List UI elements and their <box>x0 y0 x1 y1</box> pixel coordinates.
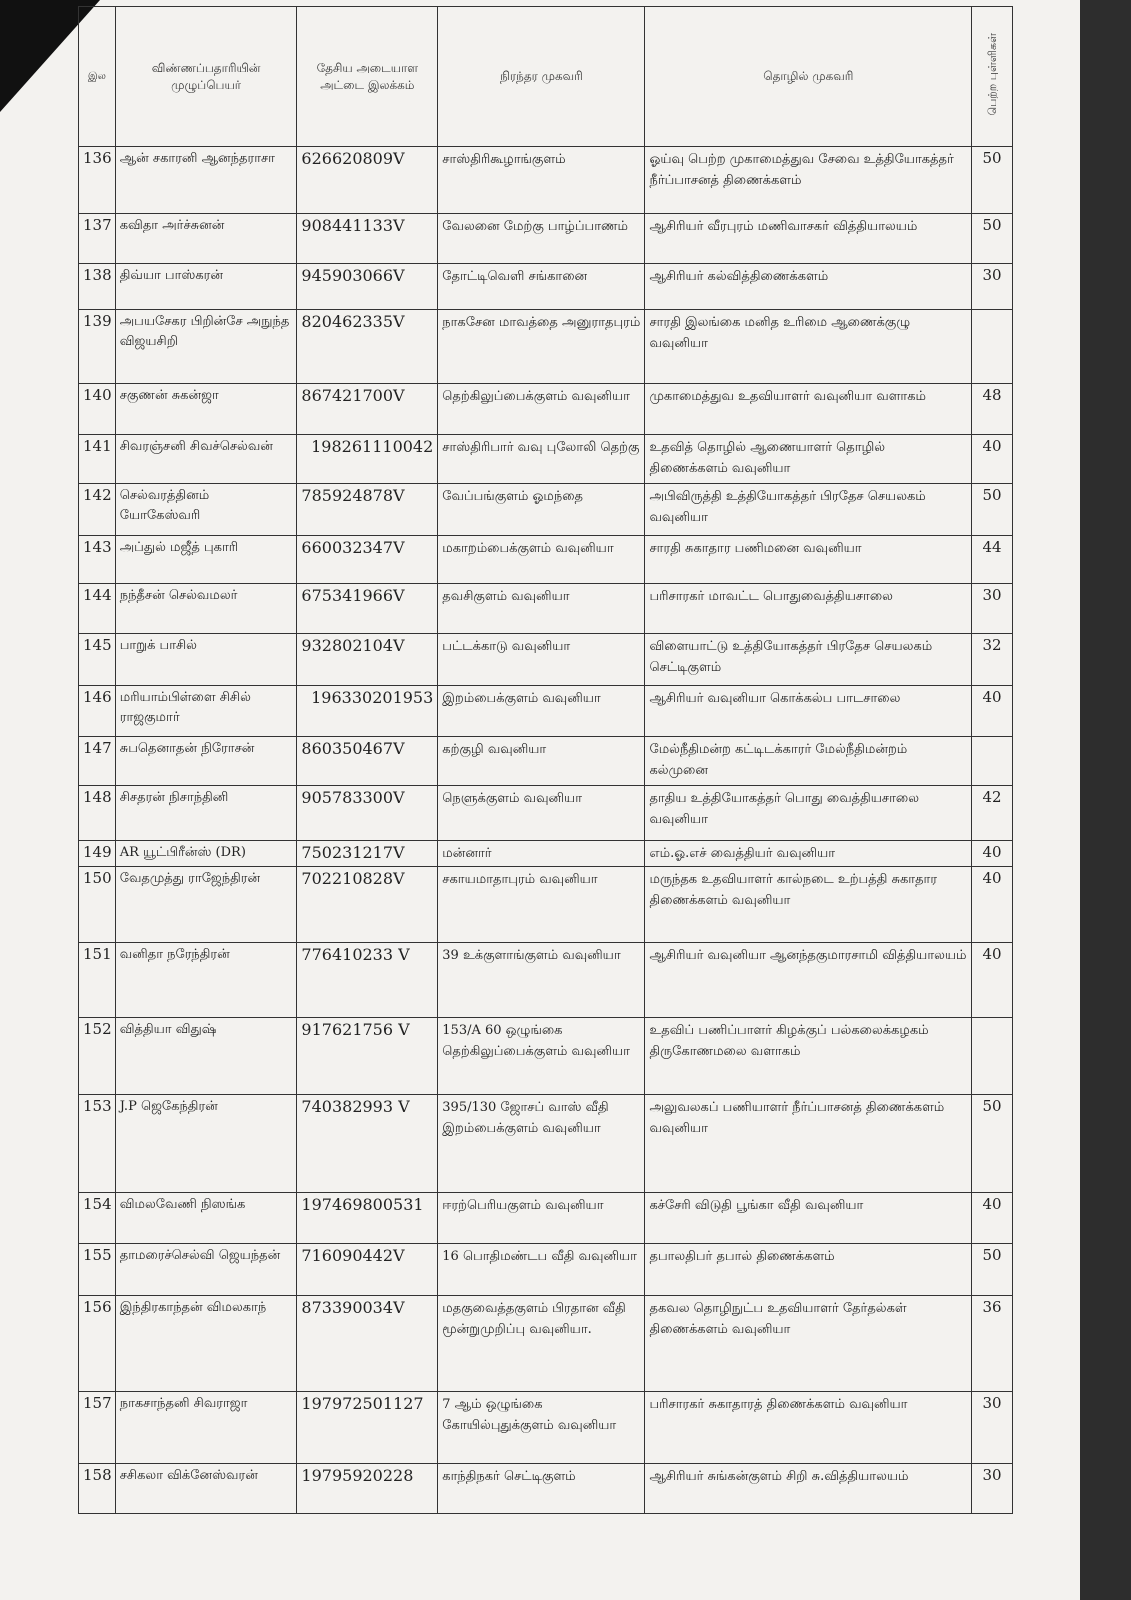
cell-points <box>972 310 1013 384</box>
cell-workplace: எம்.ஓ.எச் வைத்தியர் வவுனியா <box>645 841 972 867</box>
cell-sn: 152 <box>79 1018 116 1095</box>
cell-sn: 143 <box>79 536 116 584</box>
cell-points: 40 <box>972 867 1013 943</box>
cell-nic: 196330201953 <box>297 686 438 737</box>
cell-points: 40 <box>972 841 1013 867</box>
cell-points: 50 <box>972 1095 1013 1193</box>
table-row <box>79 484 1013 536</box>
table-row <box>79 536 1013 584</box>
cell-nic: 197972501127 <box>297 1392 438 1464</box>
table-row <box>79 943 1013 1018</box>
cell-sn: 142 <box>79 484 116 536</box>
cell-sn: 136 <box>79 147 116 214</box>
cell-workplace: உதவிப் பணிப்பாளர் கிழக்குப் பல்கலைக்கழகம் திருகோணமலை வளாகம் <box>645 1018 972 1095</box>
cell-workplace: ஆசிரியர் வீரபுரம் மணிவாசகர் வித்தியாலயம் <box>645 214 972 264</box>
cell-points: 40 <box>972 686 1013 737</box>
cell-sn: 155 <box>79 1244 116 1296</box>
table-row <box>79 1193 1013 1244</box>
cell-address: காந்திநகர் செட்டிகுளம் <box>438 1464 645 1514</box>
cell-name: வேதமுத்து ராஜேந்திரன் <box>115 867 297 943</box>
header-address: நிரந்தர முகவரி <box>438 7 645 147</box>
cell-nic: 776410233 V <box>297 943 438 1018</box>
cell-name: கவிதா அர்ச்சுனன் <box>115 214 297 264</box>
cell-address: தோட்டிவெளி சங்கானை <box>438 264 645 310</box>
cell-address: நாகசேன மாவத்தை அனுராதபுரம் <box>438 310 645 384</box>
cell-sn: 144 <box>79 584 116 634</box>
cell-nic: 945903066V <box>297 264 438 310</box>
cell-workplace: முகாமைத்துவ உதவியாளர் வவுனியா வளாகம் <box>645 384 972 435</box>
cell-nic: 867421700V <box>297 384 438 435</box>
cell-workplace: ஓய்வு பெற்ற முகாமைத்துவ சேவை உத்தியோகத்தர் நீர்ப்பாசனத் திணைக்களம் <box>645 147 972 214</box>
cell-name: அப்துல் மஜீத் புகாரி <box>115 536 297 584</box>
cell-address: சாஸ்திரிபார் வவு புலோலி தெற்கு <box>438 435 645 484</box>
cell-name: செல்வரத்தினம் யோகேஸ்வரி <box>115 484 297 536</box>
cell-sn: 146 <box>79 686 116 737</box>
cell-sn: 140 <box>79 384 116 435</box>
cell-sn: 156 <box>79 1296 116 1392</box>
table-row <box>79 867 1013 943</box>
table-row <box>79 1296 1013 1392</box>
cell-points: 42 <box>972 786 1013 841</box>
cell-nic: 785924878V <box>297 484 438 536</box>
cell-address: தெற்கிலுப்பைக்குளம் வவுனியா <box>438 384 645 435</box>
cell-sn: 138 <box>79 264 116 310</box>
cell-name: நாகசாந்தனி சிவராஜா <box>115 1392 297 1464</box>
cell-nic: 860350467V <box>297 737 438 786</box>
cell-workplace: கச்சேரி விடுதி பூங்கா வீதி வவுனியா <box>645 1193 972 1244</box>
cell-name: அபயசேகர பிறின்சே அநுந்த விஜயசிறி <box>115 310 297 384</box>
cell-points: 30 <box>972 264 1013 310</box>
cell-name: பாறுக் பாசில் <box>115 634 297 686</box>
cell-nic: 908441133V <box>297 214 438 264</box>
cell-sn: 147 <box>79 737 116 786</box>
cell-nic: 905783300V <box>297 786 438 841</box>
header-row <box>79 7 1013 147</box>
cell-workplace: மருந்தக உதவியாளர் கால்நடை உற்பத்தி சுகாதார திணைக்களம் வவுனியா <box>645 867 972 943</box>
cell-name: திவ்யா பாஸ்கரன் <box>115 264 297 310</box>
cell-points: 50 <box>972 214 1013 264</box>
cell-address: சகாயமாதாபுரம் வவுனியா <box>438 867 645 943</box>
cell-workplace: தாதிய உத்தியோகத்தர் பொது வைத்தியசாலை வவுனியா <box>645 786 972 841</box>
cell-sn: 139 <box>79 310 116 384</box>
cell-points <box>972 737 1013 786</box>
table-row <box>79 264 1013 310</box>
cell-nic: 19795920228 <box>297 1464 438 1514</box>
cell-name: ஆன் சகாரனி ஆனந்தராசா <box>115 147 297 214</box>
header-points <box>972 7 1013 147</box>
cell-points: 32 <box>972 634 1013 686</box>
table-row <box>79 786 1013 841</box>
cell-points: 30 <box>972 1464 1013 1514</box>
cell-name: சகுணன் சுகன்ஜா <box>115 384 297 435</box>
cell-sn: 150 <box>79 867 116 943</box>
cell-address: 7 ஆம் ஒழுங்கை கோயில்புதுக்குளம் வவுனியா <box>438 1392 645 1464</box>
applicant-table <box>78 6 1013 1514</box>
cell-address: பட்டக்காடு வவுனியா <box>438 634 645 686</box>
cell-nic: 675341966V <box>297 584 438 634</box>
cell-name: J.P ஜெகேந்திரன் <box>115 1095 297 1193</box>
cell-points: 40 <box>972 435 1013 484</box>
cell-sn: 153 <box>79 1095 116 1193</box>
cell-points: 40 <box>972 1193 1013 1244</box>
table-row <box>79 1392 1013 1464</box>
cell-nic: 917621756 V <box>297 1018 438 1095</box>
cell-nic: 198261110042 <box>297 435 438 484</box>
cell-workplace: உதவித் தொழில் ஆணையாளர் தொழில் திணைக்களம் வவுனியா <box>645 435 972 484</box>
cell-points: 50 <box>972 1244 1013 1296</box>
cell-workplace: தகவல தொழிநுட்ப உதவியாளர் தேர்தல்கள் திணைக்களம் வவுனியா <box>645 1296 972 1392</box>
cell-sn: 141 <box>79 435 116 484</box>
table-row <box>79 310 1013 384</box>
cell-nic: 820462335V <box>297 310 438 384</box>
cell-address: மதகுவைத்தகுளம் பிரதான வீதி மூன்றுமுறிப்பு வவுனியா. <box>438 1296 645 1392</box>
cell-address: கற்குழி வவுனியா <box>438 737 645 786</box>
cell-points: 44 <box>972 536 1013 584</box>
table-row <box>79 147 1013 214</box>
cell-sn: 137 <box>79 214 116 264</box>
cell-address: 395/130 ஜோசப் வாஸ் வீதி இறம்பைக்குளம் வவுனியா <box>438 1095 645 1193</box>
header-name: விண்ணப்பதாரியின் முழுப்பெயர் <box>115 7 297 147</box>
scan-background-edge <box>1080 0 1131 1600</box>
cell-sn: 158 <box>79 1464 116 1514</box>
cell-name: தாமரைச்செல்வி ஜெயந்தன் <box>115 1244 297 1296</box>
cell-name: AR யூட்பிரீன்ஸ் (DR) <box>115 841 297 867</box>
header-points-label: பெற்ற புள்ளிகள் <box>985 32 999 116</box>
cell-address: வேப்பங்குளம் ஓமந்தை <box>438 484 645 536</box>
cell-name: சுபதெனாதன் நிரோசன் <box>115 737 297 786</box>
cell-workplace: ஆசிரியர் வவுனியா கொக்கல்ப பாடசாலை <box>645 686 972 737</box>
cell-workplace: தபாலதிபர் தபால் திணைக்களம் <box>645 1244 972 1296</box>
cell-name: சசிகலா விக்னேஸ்வரன் <box>115 1464 297 1514</box>
cell-sn: 151 <box>79 943 116 1018</box>
cell-address: தவசிகுளம் வவுனியா <box>438 584 645 634</box>
table-row <box>79 686 1013 737</box>
cell-points: 30 <box>972 584 1013 634</box>
cell-address: 39 உக்குளாங்குளம் வவுனியா <box>438 943 645 1018</box>
cell-workplace: மேல்நீதிமன்ற கட்டிடக்காரர் மேல்நீதிமன்றம் கல்முனை <box>645 737 972 786</box>
table-row <box>79 435 1013 484</box>
cell-points: 50 <box>972 147 1013 214</box>
cell-name: மரியாம்பிள்ளை சிசில் ராஜகுமார் <box>115 686 297 737</box>
cell-points: 48 <box>972 384 1013 435</box>
cell-workplace: சாரதி இலங்கை மனித உரிமை ஆணைக்குழு வவுனியா <box>645 310 972 384</box>
table-row <box>79 584 1013 634</box>
header-nic: தேசிய அடையாள அட்டை இலக்கம் <box>297 7 438 147</box>
cell-name: சிசதரன் நிசாந்தினி <box>115 786 297 841</box>
cell-name: சிவரஞ்சனி சிவச்செல்வன் <box>115 435 297 484</box>
cell-sn: 145 <box>79 634 116 686</box>
cell-workplace: ஆசிரியர் வவுனியா ஆனந்தகுமாரசாமி வித்தியாலயம் <box>645 943 972 1018</box>
cell-nic: 932802104V <box>297 634 438 686</box>
cell-address: மகாறம்பைக்குளம் வவுனியா <box>438 536 645 584</box>
cell-address: ஈரற்பெரியகுளம் வவுனியா <box>438 1193 645 1244</box>
cell-nic: 702210828V <box>297 867 438 943</box>
cell-sn: 157 <box>79 1392 116 1464</box>
cell-points: 50 <box>972 484 1013 536</box>
table-row <box>79 1464 1013 1514</box>
cell-workplace: ஆசிரியர் சுங்கன்குளம் சிறி சு.வித்தியாலயம் <box>645 1464 972 1514</box>
cell-nic: 740382993 V <box>297 1095 438 1193</box>
cell-sn: 149 <box>79 841 116 867</box>
cell-address: 16 பொதிமண்டப வீதி வவுனியா <box>438 1244 645 1296</box>
cell-address: சாஸ்திரிகூழாங்குளம் <box>438 147 645 214</box>
cell-address: நெளுக்குளம் வவுனியா <box>438 786 645 841</box>
table-row <box>79 384 1013 435</box>
cell-address: இறம்பைக்குளம் வவுனியா <box>438 686 645 737</box>
cell-workplace: ஆசிரியர் கல்வித்திணைக்களம் <box>645 264 972 310</box>
table-row <box>79 1095 1013 1193</box>
cell-nic: 626620809V <box>297 147 438 214</box>
header-workplace: தொழில் முகவரி <box>645 7 972 147</box>
cell-workplace: சாரதி சுகாதார பணிமனை வவுனியா <box>645 536 972 584</box>
cell-workplace: அலுவலகப் பணியாளர் நீர்ப்பாசனத் திணைக்களம் வவுனியா <box>645 1095 972 1193</box>
cell-nic: 873390034V <box>297 1296 438 1392</box>
cell-sn: 148 <box>79 786 116 841</box>
cell-name: வனிதா நரேந்திரன் <box>115 943 297 1018</box>
cell-nic: 716090442V <box>297 1244 438 1296</box>
cell-workplace: பரிசாரகர் மாவட்ட பொதுவைத்தியசாலை <box>645 584 972 634</box>
table-row <box>79 1018 1013 1095</box>
cell-address: மன்னார் <box>438 841 645 867</box>
cell-address: வேலனை மேற்கு பாழ்ப்பாணம் <box>438 214 645 264</box>
cell-nic: 750231217V <box>297 841 438 867</box>
table-row <box>79 214 1013 264</box>
cell-nic: 660032347V <box>297 536 438 584</box>
cell-workplace: விளையாட்டு உத்தியோகத்தர் பிரதேச செயலகம் செட்டிகுளம் <box>645 634 972 686</box>
header-sn: இல <box>79 7 116 147</box>
cell-name: இந்திரகாந்தன் விமலகாந் <box>115 1296 297 1392</box>
cell-sn: 154 <box>79 1193 116 1244</box>
cell-points <box>972 1018 1013 1095</box>
cell-workplace: அபிவிருத்தி உத்தியோகத்தர் பிரதேச செயலகம் வவுனியா <box>645 484 972 536</box>
cell-address: 153/A 60 ஒழுங்கை தெற்கிலுப்பைக்குளம் வவுனியா <box>438 1018 645 1095</box>
table-row <box>79 634 1013 686</box>
table-row <box>79 1244 1013 1296</box>
cell-points: 40 <box>972 943 1013 1018</box>
cell-name: வித்தியா விதுஷ் <box>115 1018 297 1095</box>
cell-points: 36 <box>972 1296 1013 1392</box>
cell-name: விமலவேணி நிஸங்க <box>115 1193 297 1244</box>
table-row <box>79 737 1013 786</box>
cell-nic: 197469800531 <box>297 1193 438 1244</box>
table-row <box>79 841 1013 867</box>
cell-name: நந்தீசன் செல்வமலர் <box>115 584 297 634</box>
cell-workplace: பரிசாரகர் சுகாதாரத் திணைக்களம் வவுனியா <box>645 1392 972 1464</box>
cell-points: 30 <box>972 1392 1013 1464</box>
